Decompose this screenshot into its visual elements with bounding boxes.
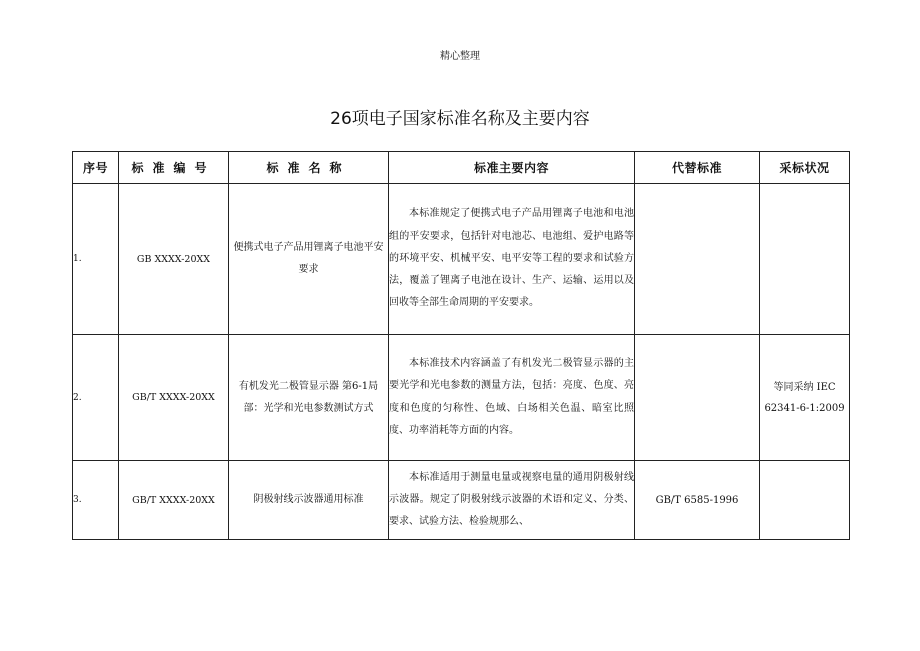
- replaced-standard: [635, 335, 760, 461]
- standard-name: 有机发光二极管显示器 第6-1局部：光学和光电参数测试方式: [229, 335, 389, 461]
- adoption-status: [760, 461, 850, 540]
- row-index: 2.: [73, 335, 119, 461]
- col-header-name: 标准名称: [229, 152, 389, 184]
- col-header-status: 采标状况: [760, 152, 850, 184]
- col-header-replaces: 代替标准: [635, 152, 760, 184]
- row-index: 3.: [73, 461, 119, 540]
- adoption-status: [760, 184, 850, 335]
- col-header-code: 标准编号: [119, 152, 229, 184]
- col-header-index: 序号: [73, 152, 119, 184]
- standard-content-text: 本标准规定了便携式电子产品用锂离子电池和电池组的平安要求，包括针对电池芯、电池组、爱护电路等的环境平安、机械平安、电平安等工程的要求和试验方法，覆盖了锂离子电池在设计、生产、运输、运用以及回收等全部生命周期的平安要求。: [389, 208, 634, 309]
- standard-content: [389, 184, 635, 335]
- table-row: [73, 184, 850, 335]
- standard-code: GB XXXX-20XX: [119, 184, 229, 335]
- table-row: [73, 335, 850, 461]
- standard-content-text: 本标准技术内容涵盖了有机发光二极管显示器的主要光学和光电参数的测量方法，包括：亮度、色度、亮度和色度的匀称性、色域、白场相关色温、暗室比照度、功率消耗等方面的内容。: [389, 358, 634, 436]
- standard-code: GB/T XXXX-20XX: [119, 461, 229, 540]
- standard-content: [389, 461, 635, 540]
- header-note: 精心整理: [440, 51, 480, 62]
- row-index: 1.: [73, 184, 119, 335]
- table-row: [73, 461, 850, 540]
- standards-table: [72, 151, 850, 540]
- col-header-content: 标准主要内容: [389, 152, 635, 184]
- standard-code: GB/T XXXX-20XX: [119, 335, 229, 461]
- table-header-row: [73, 152, 850, 184]
- standard-content-text: 本标准适用于测量电量或视察电量的通用阴极射线示波器。规定了阴极射线示波器的术语和定义、分类、要求、试验方法、检验规那么、: [389, 471, 634, 528]
- replaced-standard: GB/T 6585-1996: [635, 461, 760, 540]
- standard-content: [389, 335, 635, 461]
- document-title: 26项电子国家标准名称及主要内容: [330, 109, 590, 129]
- adoption-status: 等同采纳 IEC 62341-6-1:2009: [760, 335, 850, 461]
- standard-name: 阴极射线示波器通用标准: [229, 461, 389, 540]
- standard-name: 便携式电子产品用锂离子电池平安要求: [229, 184, 389, 335]
- replaced-standard: [635, 184, 760, 335]
